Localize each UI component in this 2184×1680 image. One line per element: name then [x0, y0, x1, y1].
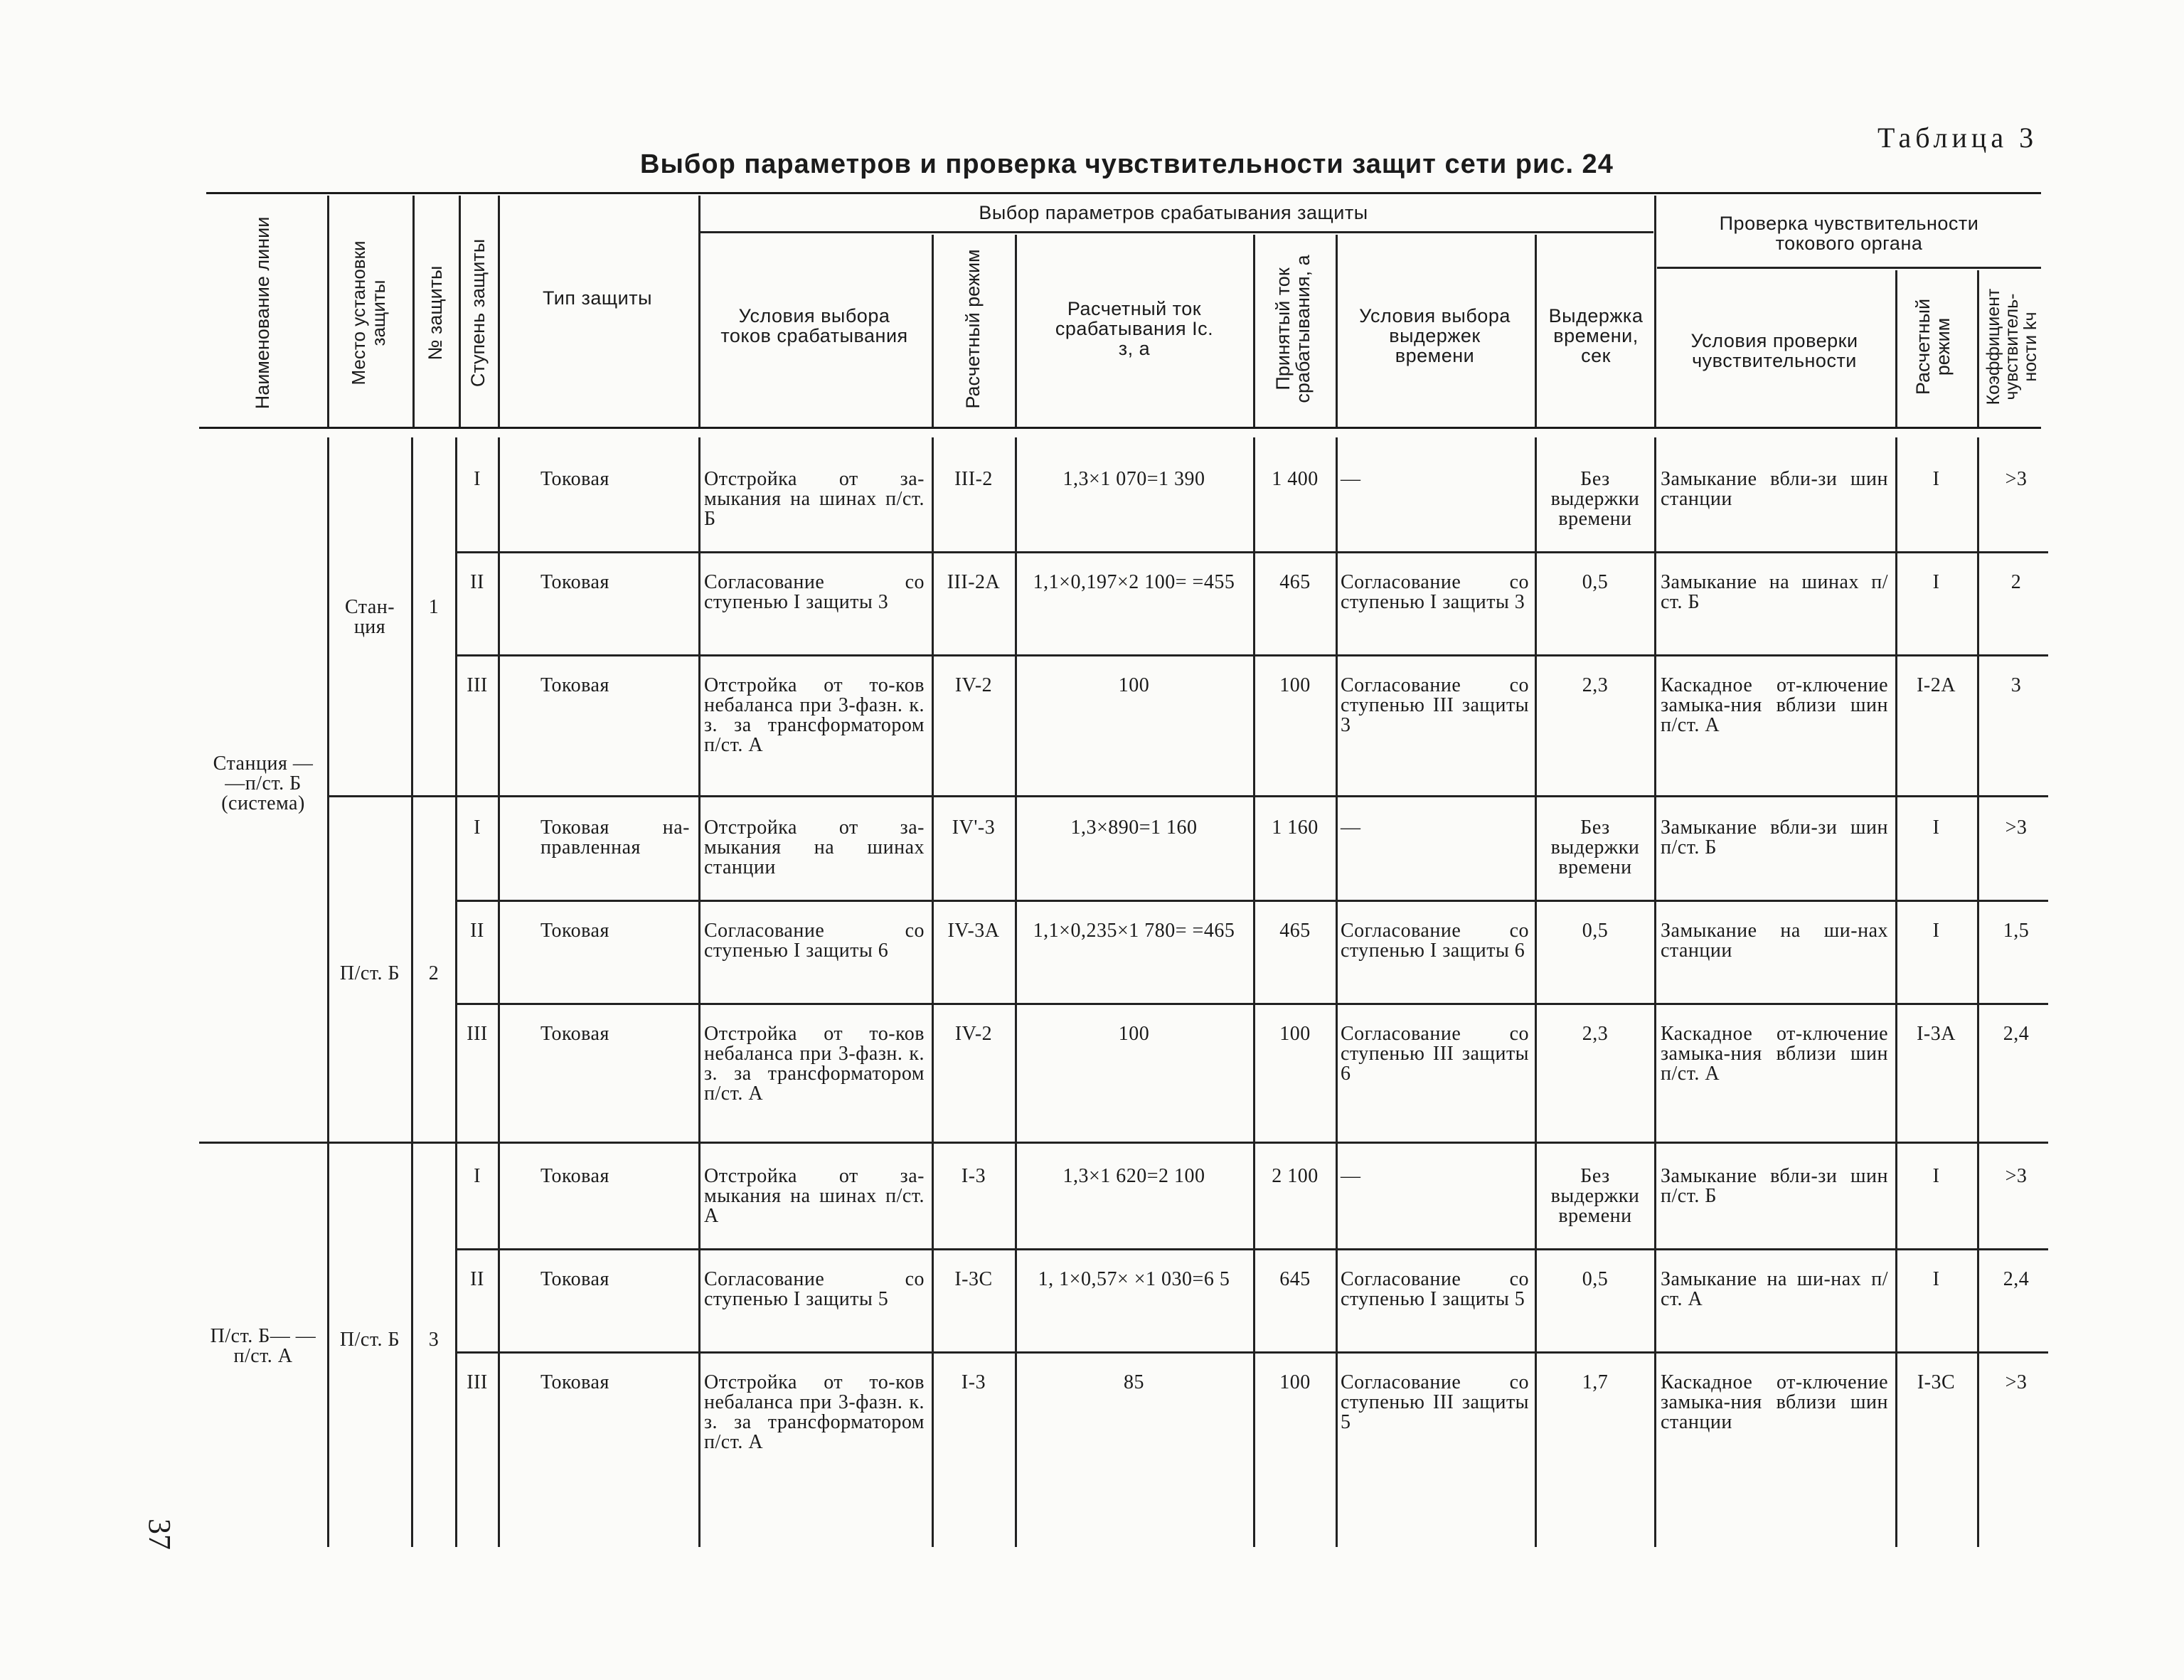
cell-k: >3 — [2005, 1371, 2028, 1393]
cell-mode: I-3C — [954, 1268, 993, 1290]
cell-cond: Отстройка от то-ков небаланса при 3-фазн. к. з. за трансформатором п/ст. А — [704, 1371, 925, 1453]
hdr-current-conditions: Условия выбора токов срабатывания — [720, 305, 908, 346]
cell-stage: III — [467, 1023, 488, 1045]
cell-cond: Отстройка от за-мыкания на шинах станции — [704, 817, 925, 878]
cell-mode: III-2A — [947, 571, 1001, 593]
hdr-divider — [1535, 235, 1537, 427]
cell-type: Токовая — [540, 1268, 609, 1290]
cell-calc: 100 — [1118, 1023, 1150, 1045]
cell-acc: 465 — [1279, 571, 1311, 593]
hdr-divider — [1977, 270, 1979, 427]
cell-check: Замыкание вбли-зи шин станции — [1661, 468, 1888, 510]
cell-check: Каскадное от-ключение замыка-ния вблизи шин п/ст. А — [1661, 1023, 1888, 1085]
cell-smode: I — [1932, 1268, 1940, 1290]
cell-delay: 0,5 — [1582, 920, 1609, 942]
col-line — [1253, 437, 1255, 1547]
sensitivity-group-rule — [1657, 267, 2041, 269]
cell-smode: I — [1932, 817, 1940, 839]
col-line — [698, 437, 701, 1547]
hdr-accepted-current: Принятый ток срабатывания, а — [1272, 255, 1314, 403]
hdr-delay: Выдержка времени, сек — [1548, 305, 1644, 366]
cell-mode: IV-3A — [947, 920, 1000, 942]
cell-dcond: Согласование со ступенью III защиты 6 — [1341, 1023, 1529, 1085]
row-rule — [455, 1003, 2048, 1005]
params-group-rule — [701, 231, 1653, 233]
hdr-divider — [412, 196, 415, 427]
row-rule — [455, 900, 2048, 902]
col-line — [1654, 437, 1656, 1547]
cell-k: >3 — [2005, 468, 2028, 490]
cell-k: 1,5 — [2003, 920, 2030, 942]
line-name-2: П/ст. Б— —п/ст. А — [210, 1325, 316, 1367]
col-line — [498, 437, 500, 1547]
hdr-calc-current: Расчетный ток срабатывания Iс. з, а — [1055, 298, 1214, 359]
table-number: Таблица 3 — [1877, 122, 2038, 154]
cell-type: Токовая — [540, 468, 609, 490]
cell-dcond: Согласование со ступенью I защиты 3 — [1341, 571, 1529, 613]
hdr-sensitivity-group: Проверка чувствительности токового органа — [1719, 213, 1979, 254]
hdr-line-name: Наименование линии — [252, 216, 273, 410]
cell-delay: Без выдержки времени — [1550, 468, 1640, 530]
cell-stage: II — [470, 1268, 484, 1290]
cell-delay: Без выдержки времени — [1550, 1165, 1640, 1227]
cell-calc: 1,3×890=1 160 — [1070, 817, 1198, 839]
cell-acc: 1 400 — [1272, 468, 1319, 490]
table-title: Выбор параметров и проверка чувствительности защит сети рис. 24 — [640, 149, 1614, 179]
cell-calc: 100 — [1118, 674, 1150, 696]
cell-stage: I — [474, 817, 481, 839]
cell-acc: 645 — [1279, 1268, 1311, 1290]
cell-type: Токовая — [540, 674, 609, 696]
cell-calc: 1,1×0,197×2 100= =455 — [1033, 571, 1235, 593]
cell-smode: I-3C — [1917, 1371, 1956, 1393]
page-number: 37 — [142, 1519, 177, 1550]
hdr-divider — [1253, 235, 1255, 427]
cell-k: 2,4 — [2003, 1268, 2030, 1290]
cell-k: 3 — [2010, 674, 2022, 696]
row-rule — [455, 1248, 2048, 1250]
protection-no-2: 2 — [428, 962, 440, 984]
cell-check: Замыкание вбли-зи шин п/ст. Б — [1661, 817, 1888, 858]
cell-dcond: Согласование со ступенью I защиты 5 — [1341, 1268, 1529, 1310]
cell-type: Токовая — [540, 1371, 609, 1393]
cell-delay: 0,5 — [1582, 571, 1609, 593]
line-name-1: Станция — —п/ст. Б (система) — [213, 753, 314, 814]
cell-smode: I-3A — [1917, 1023, 1956, 1045]
hdr-divider — [1015, 235, 1017, 427]
cell-mode: IV'-3 — [952, 817, 996, 839]
cell-smode: I — [1932, 468, 1940, 490]
cell-cond: Согласование со ступенью I защиты 5 — [704, 1268, 925, 1310]
cell-dcond: Согласование со ступенью III защиты 3 — [1341, 674, 1529, 736]
cell-delay: 1,7 — [1582, 1371, 1609, 1393]
cell-check: Замыкание на шинах п/ст. Б — [1661, 571, 1888, 613]
cell-type: Токовая — [540, 1023, 609, 1045]
row-rule — [455, 654, 2048, 656]
cell-dcond: — — [1341, 817, 1361, 839]
cell-k: >3 — [2005, 817, 2028, 839]
cell-cond: Согласование со ступенью I защиты 6 — [704, 920, 925, 962]
col-line — [327, 437, 329, 1547]
cell-cond: Отстройка от то-ков небаланса при 3-фазн. к. з. за трансформатором п/ст. А — [704, 674, 925, 756]
install-place-2: П/ст. Б — [339, 962, 400, 984]
cell-calc: 1,3×1 620=2 100 — [1062, 1165, 1205, 1187]
cell-type: Токовая — [540, 920, 609, 942]
hdr-params-group: Выбор параметров срабатывания защиты — [979, 202, 1368, 223]
cell-delay: Без выдержки времени — [1550, 817, 1640, 878]
hdr-calc-mode: Расчетный режим — [962, 249, 984, 409]
hdr-divider — [1895, 270, 1897, 427]
cell-type: Токовая на-правленная — [540, 817, 690, 858]
cell-dcond: — — [1341, 468, 1361, 490]
cell-k: >3 — [2005, 1165, 2028, 1187]
cell-check: Замыкание на ши-нах п/ст. А — [1661, 1268, 1888, 1310]
cell-calc: 1, 1×0,57× ×1 030=6 5 — [1038, 1268, 1230, 1290]
col-line — [1977, 437, 1979, 1547]
cell-acc: 100 — [1279, 674, 1311, 696]
hdr-divider — [932, 235, 934, 427]
cell-mode: IV-2 — [954, 674, 993, 696]
cell-cond: Отстройка от то-ков небаланса при 3-фазн. к. з. за трансформатором п/ст. А — [704, 1023, 925, 1105]
cell-delay: 2,3 — [1582, 1023, 1609, 1045]
cell-stage: II — [470, 920, 484, 942]
col-line — [411, 437, 413, 1547]
hdr-protection-no: № защиты — [425, 265, 446, 361]
row-rule — [327, 795, 2048, 797]
protection-no-3: 3 — [428, 1329, 440, 1351]
cell-dcond: — — [1341, 1165, 1361, 1187]
cell-acc: 100 — [1279, 1023, 1311, 1045]
hdr-divider — [327, 196, 329, 427]
hdr-install-place: Место установки защиты — [348, 240, 389, 386]
cell-smode: I-2A — [1917, 674, 1956, 696]
cell-calc: 85 — [1124, 1371, 1144, 1393]
col-line — [1535, 437, 1537, 1547]
col-line — [932, 437, 934, 1547]
cell-mode: I-3 — [961, 1371, 986, 1393]
cell-check: Замыкание на ши-нах станции — [1661, 920, 1888, 962]
hdr-divider — [1336, 235, 1338, 427]
row-rule — [199, 1142, 2048, 1144]
cell-mode: IV-2 — [954, 1023, 993, 1045]
cell-stage: III — [467, 674, 488, 696]
row-rule — [455, 551, 2048, 553]
top-rule — [206, 192, 2041, 194]
cell-acc: 465 — [1279, 920, 1311, 942]
cell-check: Замыкание вбли-зи шин п/ст. Б — [1661, 1165, 1888, 1207]
hdr-check-conditions: Условия проверки чувствительности — [1690, 330, 1858, 371]
cell-cond: Отстройка от за-мыкания на шинах п/ст. Б — [704, 468, 925, 530]
hdr-divider — [459, 196, 461, 427]
protection-no-1: 1 — [428, 596, 440, 618]
cell-smode: I — [1932, 571, 1940, 593]
hdr-sens-mode: Расчетный режим — [1912, 298, 1954, 395]
row-rule — [455, 1351, 2048, 1354]
cell-delay: 0,5 — [1582, 1268, 1609, 1290]
hdr-stage: Ступень защиты — [467, 238, 489, 388]
col-line — [1336, 437, 1338, 1547]
cell-check: Каскадное от-ключение замыка-ния вблизи шин п/ст. А — [1661, 674, 1888, 736]
col-line — [455, 437, 457, 1547]
cell-calc: 1,3×1 070=1 390 — [1062, 468, 1205, 490]
cell-stage: I — [474, 468, 481, 490]
cell-stage: III — [467, 1371, 488, 1393]
cell-delay: 2,3 — [1582, 674, 1609, 696]
cell-dcond: Согласование со ступенью III защиты 5 — [1341, 1371, 1529, 1433]
cell-dcond: Согласование со ступенью I защиты 6 — [1341, 920, 1529, 962]
cell-mode: III-2 — [954, 468, 993, 490]
cell-type: Токовая — [540, 1165, 609, 1187]
cell-smode: I — [1932, 1165, 1940, 1187]
hdr-type: Тип защиты — [543, 287, 652, 309]
cell-acc: 100 — [1279, 1371, 1311, 1393]
cell-acc: 2 100 — [1272, 1165, 1319, 1187]
cell-mode: I-3 — [961, 1165, 986, 1187]
cell-k: 2,4 — [2003, 1023, 2030, 1045]
cell-cond: Отстройка от за-мыкания на шинах п/ст. А — [704, 1165, 925, 1227]
cell-cond: Согласование со ступенью I защиты 3 — [704, 571, 925, 613]
install-place-3: П/ст. Б — [339, 1329, 400, 1351]
hdr-delay-conditions: Условия выбора выдержек времени — [1359, 305, 1511, 366]
hdr-divider — [498, 196, 500, 427]
col-line — [1015, 437, 1017, 1547]
cell-stage: I — [474, 1165, 481, 1187]
cell-acc: 1 160 — [1272, 817, 1319, 839]
cell-smode: I — [1932, 920, 1940, 942]
col-line — [1895, 437, 1897, 1547]
install-place-1: Стан- ция — [344, 596, 395, 638]
cell-calc: 1,1×0,235×1 780= =465 — [1033, 920, 1235, 942]
cell-check: Каскадное от-ключение замыка-ния вблизи шин станции — [1661, 1371, 1888, 1433]
hdr-divider — [698, 196, 701, 427]
header-bottom-rule — [199, 427, 2041, 429]
hdr-divider — [1654, 196, 1656, 427]
cell-stage: II — [470, 571, 484, 593]
cell-type: Токовая — [540, 571, 609, 593]
cell-k: 2 — [2010, 571, 2022, 593]
hdr-coefficient: Коэффициент чувствитель-ности kч — [1983, 288, 2040, 405]
